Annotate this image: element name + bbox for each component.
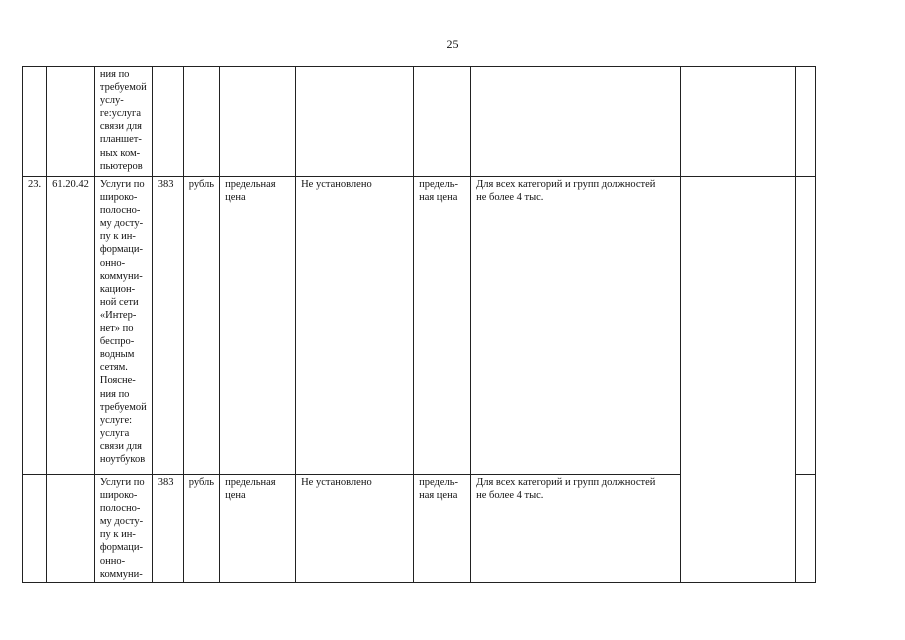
page-number: 25 xyxy=(446,37,459,51)
table-row xyxy=(23,177,816,475)
characteristic-cell: предельная цена xyxy=(220,475,296,583)
requirements-table xyxy=(22,66,816,583)
characteristic-2-cell xyxy=(414,67,471,177)
empty-cell xyxy=(796,475,816,583)
unit-cell xyxy=(183,67,219,177)
empty-merged-cell xyxy=(681,177,796,583)
table-row xyxy=(23,67,816,177)
empty-cell xyxy=(681,67,796,177)
okpd-code-cell: 61.20.42 xyxy=(47,177,95,475)
empty-cell xyxy=(796,67,816,177)
okei-code-cell: 383 xyxy=(152,177,183,475)
value-2-cell: Для всех категорий и групп должностей не более 4 тыс. xyxy=(471,475,681,583)
value-2-cell: Для всех категорий и групп должностей не более 4 тыс. xyxy=(471,177,681,475)
characteristic-cell: предельная цена xyxy=(220,177,296,475)
row-number-cell xyxy=(23,475,47,583)
okei-code-cell: 383 xyxy=(152,475,183,583)
value-cell xyxy=(296,67,414,177)
row-number-cell: 23. xyxy=(23,177,47,475)
value-cell: Не установлено xyxy=(296,177,414,475)
okpd-code-cell xyxy=(47,475,95,583)
characteristic-2-cell: предель- ная цена xyxy=(414,475,471,583)
unit-cell: рубль xyxy=(183,475,219,583)
characteristic-cell xyxy=(220,67,296,177)
okpd-code-cell xyxy=(47,67,95,177)
characteristic-2-cell: предель- ная цена xyxy=(414,177,471,475)
empty-cell xyxy=(796,177,816,475)
okei-code-cell xyxy=(152,67,183,177)
service-name-cell: Услуги по широко- полосно- му досту- пу к ин- формаци- онно- коммуни- кацион- ной сети «Интер- нет» по беспро- водным сетям. Поясне- ния по требуемой услуге: услуга связи для ноутбуков xyxy=(94,177,152,475)
value-2-cell xyxy=(471,67,681,177)
value-cell: Не установлено xyxy=(296,475,414,583)
unit-cell: рубль xyxy=(183,177,219,475)
row-number-cell xyxy=(23,67,47,177)
service-name-cell: ния по требуемой услу- ге:услуга связи для планшет- ных ком- пьютеров xyxy=(94,67,152,177)
service-name-cell: Услуги по широко- полосно- му досту- пу к ин- формаци- онно- коммуни- xyxy=(94,475,152,583)
